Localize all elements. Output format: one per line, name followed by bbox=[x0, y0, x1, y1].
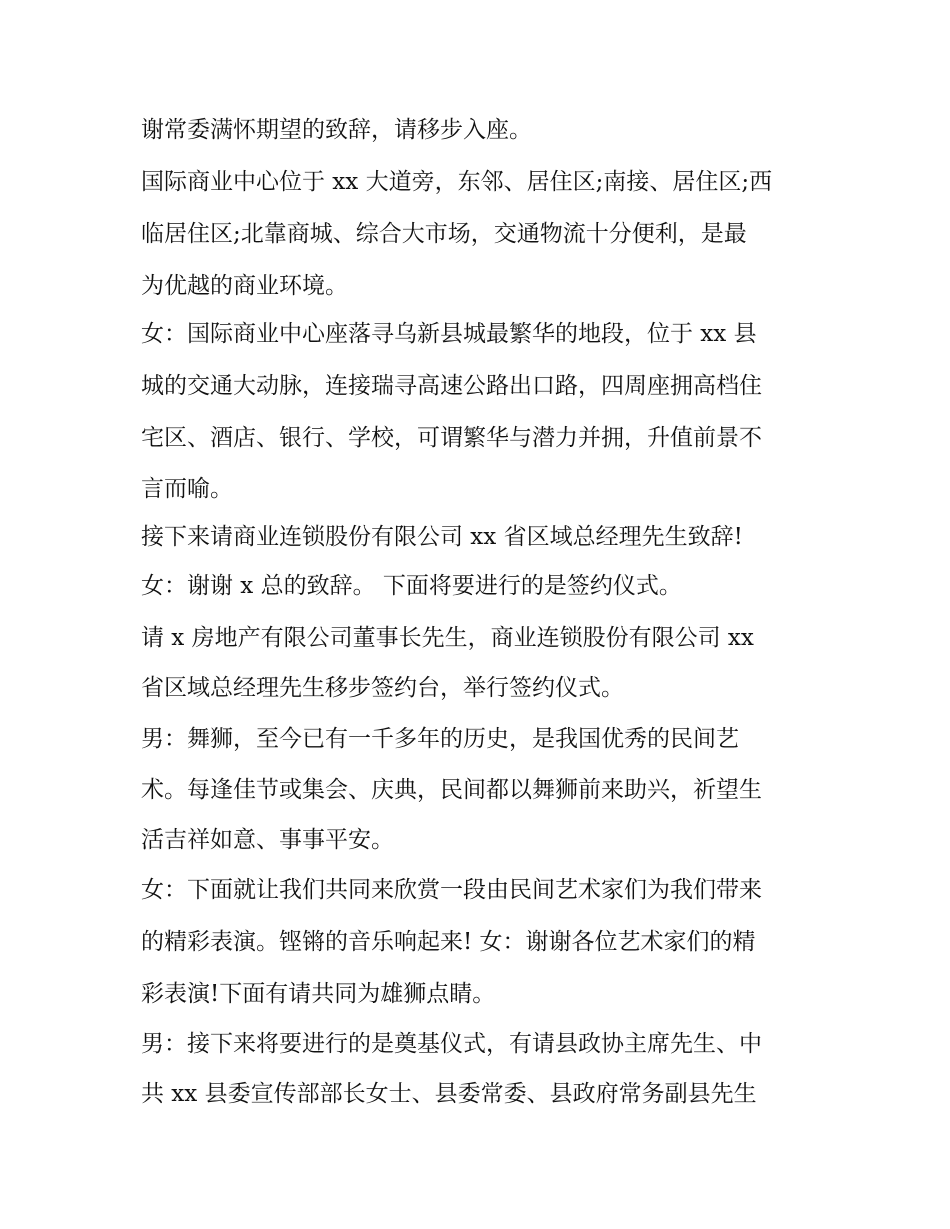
text-line: 请 x 房地产有限公司董事长先生，商业连锁股份有限公司 xx bbox=[141, 625, 754, 651]
text-line: 谢常委满怀期望的致辞，请移步入座。 bbox=[141, 117, 532, 143]
text-line: 女：谢谢 x 总的致辞。 下面将要进行的是签约仪式。 bbox=[141, 573, 682, 599]
text-line: 临居住区;北靠商城、综合大市场，交通物流十分便利，是最 bbox=[141, 221, 747, 247]
text-line: 为优越的商业环境。 bbox=[141, 273, 348, 299]
text-line: 接下来请商业连锁股份有限公司 xx 省区域总经理先生致辞! bbox=[141, 524, 743, 550]
text-line: 宅区、酒店、银行、学校，可谓繁华与潜力并拥，升值前景不 bbox=[141, 425, 762, 451]
text-line: 术。每逢佳节或集会、庆典，民间都以舞狮前来助兴，祈望生 bbox=[141, 777, 762, 803]
text-line: 省区域总经理先生移步签约台，举行签约仪式。 bbox=[141, 675, 624, 701]
text-line: 城的交通大动脉，连接瑞寻高速公路出口路，四周座拥高档住 bbox=[141, 373, 762, 399]
text-line: 言而喻。 bbox=[141, 476, 233, 502]
text-line: 女：国际商业中心座落寻乌新县城最繁华的地段，位于 xx 县 bbox=[141, 321, 757, 347]
text-line: 活吉祥如意、事事平安。 bbox=[141, 827, 394, 853]
text-line: 彩表演!下面有请共同为雄狮点睛。 bbox=[141, 981, 496, 1007]
text-line: 共 xx 县委宣传部部长女士、县委常委、县政府常务副县先生 bbox=[141, 1081, 757, 1107]
text-line: 男：舞狮，至今已有一千多年的历史，是我国优秀的民间艺 bbox=[141, 726, 739, 752]
text-line: 男：接下来将要进行的是奠基仪式，有请县政协主席先生、中 bbox=[141, 1031, 762, 1057]
text-line: 的精彩表演。铿锵的音乐响起来! 女：谢谢各位艺术家们的精 bbox=[141, 929, 756, 955]
text-line: 国际商业中心位于 xx 大道旁，东邻、居住区;南接、居住区;西 bbox=[141, 169, 773, 195]
text-line: 女：下面就让我们共同来欣赏一段由民间艺术家们为我们带来 bbox=[141, 877, 762, 903]
